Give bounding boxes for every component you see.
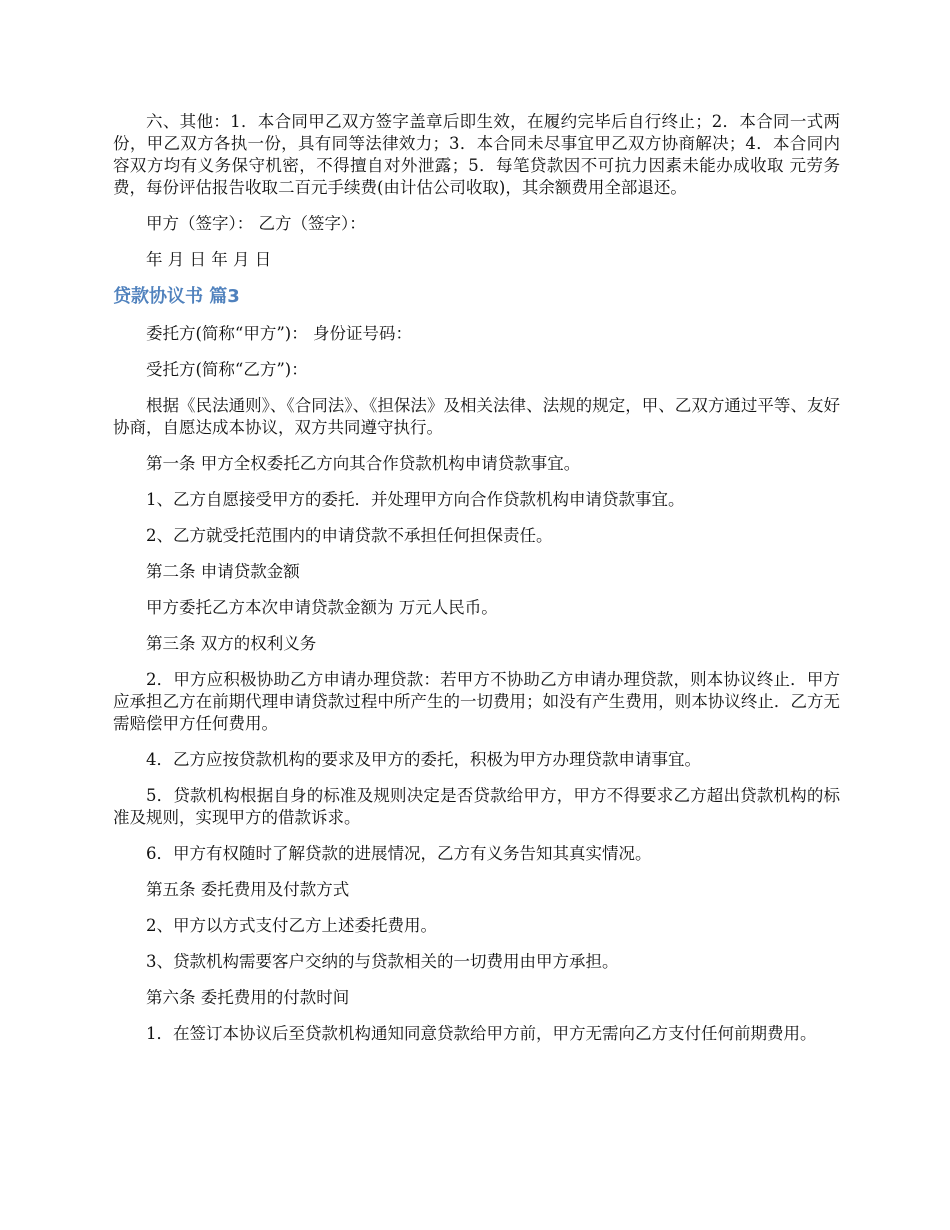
paragraph-dates: 年 月 日 年 月 日 [146, 250, 272, 269]
paragraph-party-a: 委托方(简称“甲方”)： 身份证号码： [146, 324, 412, 343]
paragraph-party-b: 受托方(简称“乙方”)： [146, 360, 308, 379]
paragraph-signatures: 甲方（签字）： 乙方（签字）： [146, 214, 366, 233]
paragraph-loan-amount: 甲方委托乙方本次申请贷款金额为 万元人民币。 [146, 598, 498, 617]
paragraph-legal-basis: 根据《民法通则》、《合同法》、《担保法》及相关法律、法规的规定，甲、乙双方通过平等、友好协商，自愿达成本协议，双方共同遵守执行。 [113, 396, 840, 437]
paragraph-article-1-item-2: 2、乙方就受托范围内的申请贷款不承担任何担保责任。 [146, 526, 553, 545]
document-page [113, 111, 840, 1059]
paragraph-article-5-item-3: 3、贷款机构需要客户交纳的与贷款相关的一切费用由甲方承担。 [146, 952, 619, 971]
paragraph-article-3-item-5: 5．贷款机构根据自身的标准及规则决定是否贷款给甲方，甲方不得要求乙方超出贷款机构的标准及规则，实现甲方的借款诉求。 [113, 786, 840, 827]
paragraph-article-5-item-2: 2、甲方以方式支付乙方上述委托费用。 [146, 916, 437, 935]
paragraph-article-5: 第五条 委托费用及付款方式 [146, 880, 350, 899]
paragraph-article-3-item-2: 2．甲方应积极协助乙方申请办理贷款：若甲方不协助乙方申请办理贷款，则本协议终止．甲方应承担乙方在前期代理申请贷款过程中所产生的一切费用；如没有产生费用，则本协议终止．乙方无需赔偿甲方任何费用。 [113, 670, 840, 733]
paragraph-other-terms: 六、其他：1．本合同甲乙双方签字盖章后即生效，在履约完毕后自行终止；2．本合同一式两份，甲乙双方各执一份，具有同等法律效力；3．本合同未尽事宜甲乙双方协商解决；4．本合同内容双方均有义务保守机密，不得擅自对外泄露；5．每笔贷款因不可抗力因素未能办成收取 元劳务费，每份评估报告收取二百元手续费(由计估公司收取)，其余额费用全部退还。 [113, 112, 840, 197]
section-title: 贷款协议书 篇3 [113, 286, 240, 307]
paragraph-article-6: 第六条 委托费用的付款时间 [146, 988, 350, 1007]
paragraph-article-3-item-4: 4．乙方应按贷款机构的要求及甲方的委托，积极为甲方办理贷款申请事宜。 [146, 750, 701, 769]
paragraph-article-2: 第二条 申请贷款金额 [146, 562, 300, 581]
paragraph-article-1: 第一条 甲方全权委托乙方向其合作贷款机构申请贷款事宜。 [146, 454, 581, 473]
paragraph-article-1-item-1: 1、乙方自愿接受甲方的委托．并处理甲方向合作贷款机构申请贷款事宜。 [146, 490, 685, 509]
paragraph-article-3-item-6: 6．甲方有权随时了解贷款的进展情况，乙方有义务告知其真实情况。 [146, 844, 652, 863]
paragraph-article-3: 第三条 双方的权利义务 [146, 634, 317, 653]
paragraph-article-6-item-1: 1．在签订本协议后至贷款机构通知同意贷款给甲方前，甲方无需向乙方支付任何前期费用。 [146, 1024, 817, 1043]
